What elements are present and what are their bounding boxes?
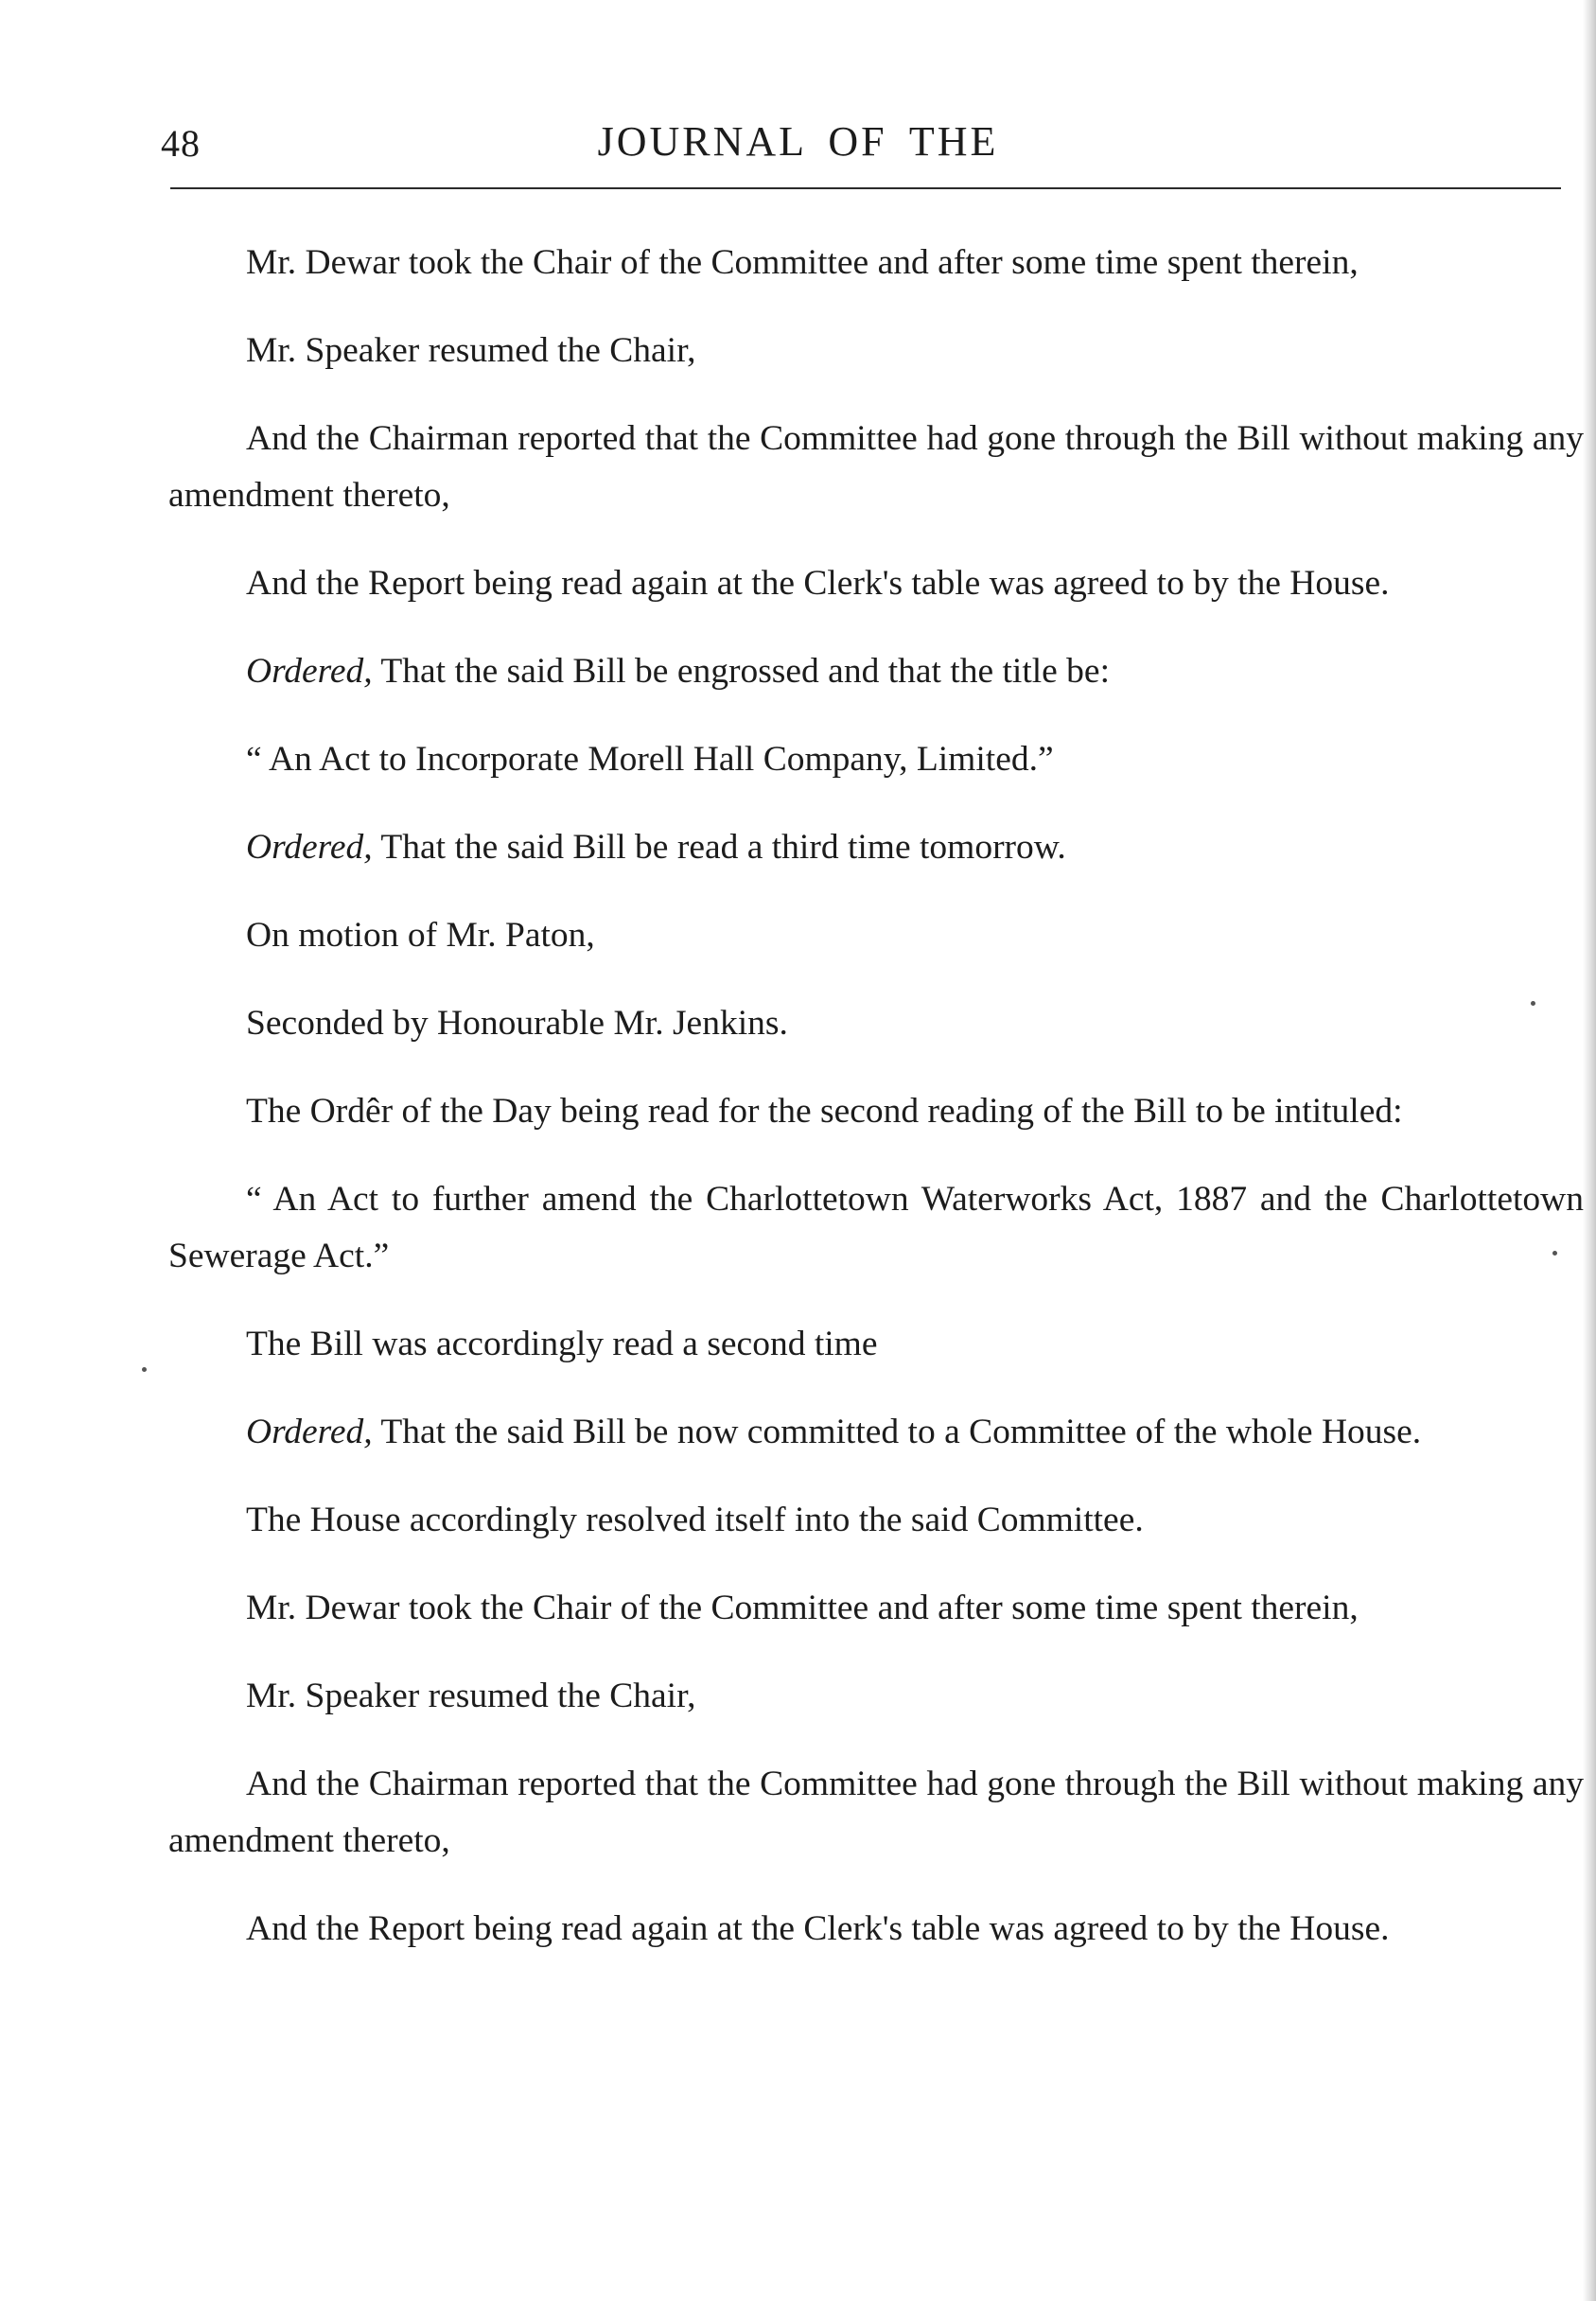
paragraph-text: And the Report being read again at the Clerk's table was agreed to by the House. <box>246 564 1390 603</box>
print-speck <box>1531 1001 1535 1006</box>
paragraph-text: “ An Act to further amend the Charlottetown Waterworks Act, 1887 and the Charlottetown Sewerage Act.” <box>168 1180 1584 1275</box>
paragraph-lead: Ordered, <box>246 828 373 867</box>
paragraph <box>168 1668 1584 1725</box>
paragraph-lead: Ordered, <box>246 1413 373 1451</box>
paragraph-text: Mr. Speaker resumed the Chair, <box>246 1677 696 1715</box>
running-head: JOURNAL OF THE <box>597 118 999 165</box>
print-speck <box>142 1367 147 1372</box>
paragraph <box>168 1404 1584 1461</box>
paragraph-text: Mr. Speaker resumed the Chair, <box>246 331 696 370</box>
paragraph-text: And the Report being read again at the Clerk's table was agreed to by the House. <box>246 1909 1390 1948</box>
print-speck <box>1552 1251 1557 1256</box>
journal-body <box>168 235 1584 1958</box>
paragraph <box>168 819 1584 876</box>
paragraph <box>168 995 1584 1052</box>
paragraph-text: “ An Act to Incorporate Morell Hall Company, Limited.” <box>246 740 1054 779</box>
paragraph <box>168 1756 1584 1870</box>
paragraph-text: The Bill was accordingly read a second time <box>246 1325 878 1363</box>
paragraph <box>168 907 1584 964</box>
page-edge-shadow <box>1583 0 1596 2301</box>
paragraph <box>168 235 1584 291</box>
paragraph <box>168 1083 1584 1140</box>
paragraph-text: Mr. Dewar took the Chair of the Committee and after some time spent therein, <box>246 1589 1359 1627</box>
paragraph-text: On motion of Mr. Paton, <box>246 916 595 955</box>
header-rule <box>170 187 1561 189</box>
paragraph <box>168 1171 1584 1285</box>
paragraph-text: Mr. Dewar took the Chair of the Committee and after some time spent therein, <box>246 243 1359 282</box>
paragraph <box>168 1492 1584 1549</box>
paragraph-text: The House accordingly resolved itself into the said Committee. <box>246 1501 1144 1539</box>
paragraph <box>168 1316 1584 1373</box>
page-number: 48 <box>161 122 201 165</box>
paragraph <box>168 643 1584 700</box>
paragraph <box>168 1901 1584 1958</box>
paragraph <box>168 731 1584 788</box>
paragraph-text: And the Chairman reported that the Committee had gone through the Bill without making any amendment thereto, <box>168 1765 1584 1860</box>
paragraph <box>168 411 1584 524</box>
paragraph-text: That the said Bill be now committed to a Committee of the whole House. <box>372 1413 1422 1451</box>
paragraph-text: That the said Bill be engrossed and that the title be: <box>372 652 1110 691</box>
paragraph-text: Seconded by Honourable Mr. Jenkins. <box>246 1004 788 1043</box>
paragraph-text: That the said Bill be read a third time tomorrow. <box>372 828 1066 867</box>
paragraph-text: And the Chairman reported that the Committee had gone through the Bill without making any amendment thereto, <box>168 419 1584 515</box>
paragraph <box>168 1580 1584 1637</box>
paragraph-text: The Ordêr of the Day being read for the second reading of the Bill to be intituled: <box>246 1092 1403 1131</box>
paragraph-lead: Ordered, <box>246 652 373 691</box>
paragraph <box>168 555 1584 612</box>
paragraph <box>168 323 1584 379</box>
